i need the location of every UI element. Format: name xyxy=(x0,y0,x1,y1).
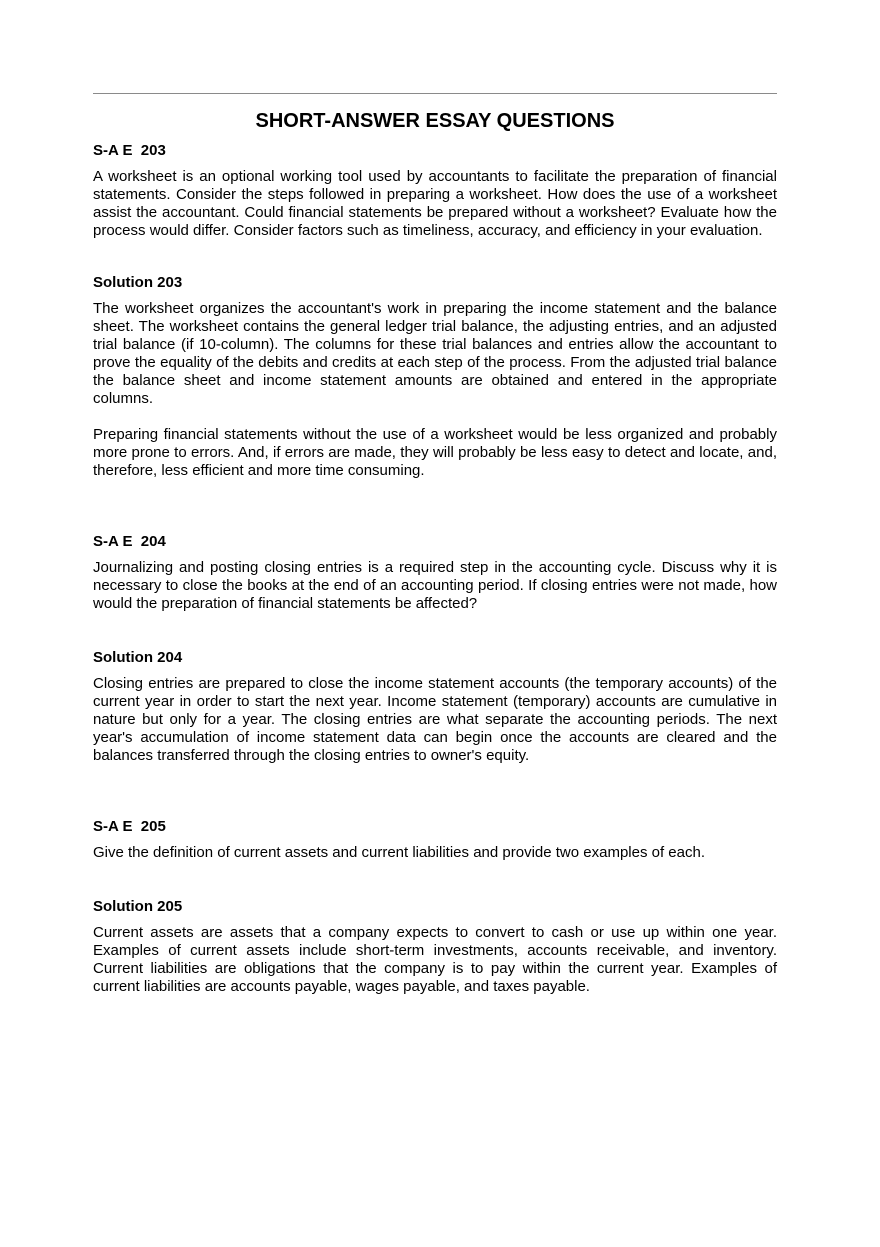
question-text-203: A worksheet is an optional working tool used by accountants to facilitate the preparation of financial statements. Consider the steps followed in preparing a worksheet. How does the use of a worksheet assist the accountant. Could financial statements be prepared without a worksheet? Evaluate how the process would differ. Consider factors such as timeliness, accuracy, and efficiency in your evaluation. xyxy=(93,168,777,239)
solution-paragraph-205-1: Current assets are assets that a company expects to convert to cash or use up within one year. Examples of current assets include short-term investments, accounts receivable, and inventory. Current liabilities are obligations that the company is to pay within the current year. Examples of current liabilities are accounts payable, wages payable, and taxes payable. xyxy=(93,924,777,995)
section-204 xyxy=(93,533,777,765)
page-title: SHORT-ANSWER ESSAY QUESTIONS xyxy=(255,110,615,132)
question-label-205: S-A E 205 xyxy=(93,818,166,835)
solution-paragraph-204-1: Closing entries are prepared to close the income statement accounts (the temporary accounts) of the current year in order to start the next year. Income statement (temporary) accounts are cumulative in nature but only for a year. The closing entries are what separate the accounting periods. The next year's accumulation of income statement data can begin once the accounts are cleared and the balances transferred through the closing entries to owner's equity. xyxy=(93,675,777,764)
solution-label-204: Solution 204 xyxy=(93,649,183,666)
solution-paragraph-203-2: Preparing financial statements without the use of a worksheet would be less organized and probably more prone to errors. And, if errors are made, they will probably be less easy to detect and locate, and, therefore, less efficient and more time consuming. xyxy=(93,426,777,479)
solution-paragraph-203-1: The worksheet organizes the accountant's work in preparing the income statement and the balance sheet. The worksheet contains the general ledger trial balance, the adjusting entries, and an adjusted trial balance (if 10-column). The columns for these trial balances and entries allow the accountant to prove the equality of the debits and credits at each step of the process. From the adjusted trial balance the balance sheet and income statement amounts are obtained and entered in the appropriate columns. xyxy=(93,300,777,407)
question-label-204: S-A E 204 xyxy=(93,533,166,550)
section-203 xyxy=(93,142,777,480)
page-content xyxy=(93,108,777,996)
section-205 xyxy=(93,818,777,996)
solution-label-205: Solution 205 xyxy=(93,898,183,915)
question-label-203: S-A E 203 xyxy=(93,142,166,159)
question-text-205: Give the definition of current assets and current liabilities and provide two examples of each. xyxy=(93,844,705,861)
question-text-204: Journalizing and posting closing entries is a required step in the accounting cycle. Discuss why it is necessary to close the books at the end of an accounting period. If closing entries were not made, how would the preparation of financial statements be affected? xyxy=(93,559,777,612)
solution-label-203: Solution 203 xyxy=(93,274,183,291)
header-rule xyxy=(93,93,777,94)
